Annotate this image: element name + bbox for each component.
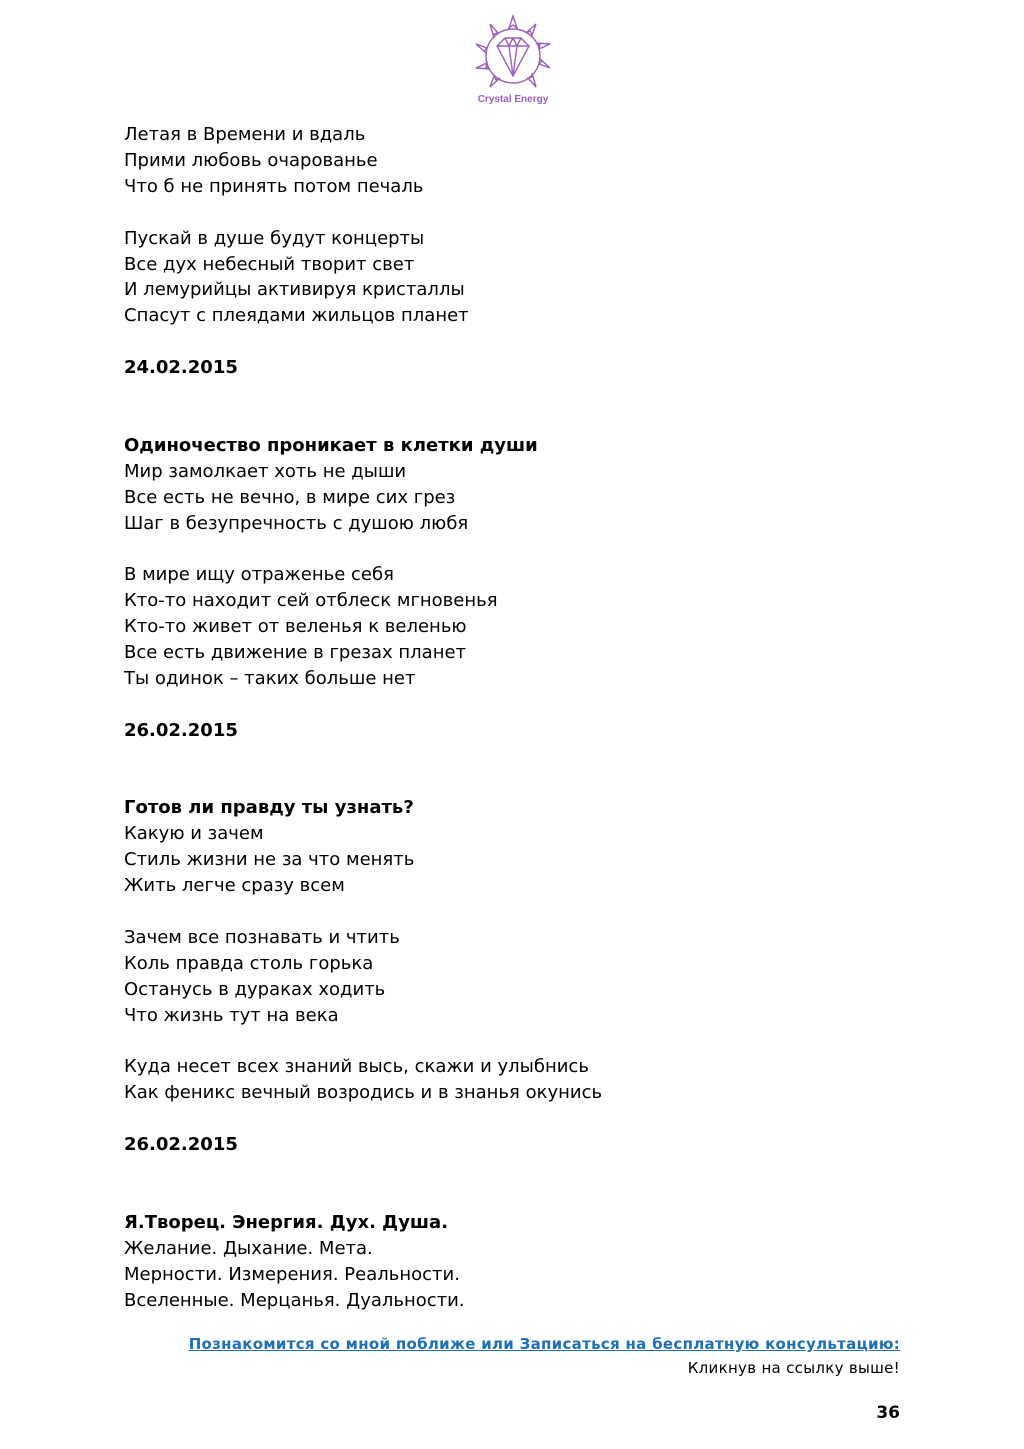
poem-line: Спасут с плеядами жильцов планет [124, 305, 469, 327]
poem-body [124, 122, 904, 1313]
page-number: 36 [876, 1403, 900, 1423]
poem-line: Пускай в душе будут концерты [124, 227, 425, 249]
blank-line [124, 381, 904, 407]
poem-line: В мире ищу отраженье себя [124, 564, 394, 586]
poem-line: Как феникс вечный возродись и в знанья окунись [124, 1082, 603, 1104]
poem-line: Что жизнь тут на века [124, 1004, 339, 1026]
poem-line: Шаг в безупречность с душою любя [124, 512, 469, 534]
blank-line [124, 200, 904, 226]
poem-line: Что б не принять потом печаль [124, 175, 424, 197]
poem-title: Одиночество проникает в клетки души [124, 434, 538, 456]
crystal-energy-logo [470, 14, 556, 110]
blank-line [124, 329, 904, 355]
poem-date: 24.02.2015 [124, 357, 238, 379]
poem-line: Летая в Времени и вдаль [124, 124, 366, 145]
poem-line: Кто-то живет от веленья к веленью [124, 616, 467, 638]
poem-line: Прими любовь очарованье [124, 149, 378, 171]
poem-line: Зачем все познавать и чтить [124, 926, 400, 948]
poem-line: Коль правда столь горька [124, 952, 374, 974]
poem-line: Желание. Дыхание. Мета. [124, 1237, 373, 1259]
blank-line [124, 770, 904, 796]
poem-line: Кто-то находит сей отблеск мгновенья [124, 590, 498, 612]
poem-date: 26.02.2015 [124, 719, 238, 741]
blank-line [124, 692, 904, 718]
poem-line: Мир замолкает хоть не дыши [124, 460, 407, 482]
blank-line [124, 744, 904, 770]
poem-line: Мерности. Измерения. Реальности. [124, 1263, 460, 1285]
blank-line [124, 1184, 904, 1210]
poem-line: Ты одинок – таких больше нет [124, 667, 416, 689]
consultation-link[interactable]: Познакомится со мной поближе или Записаться на бесплатную консультацию: [188, 1335, 900, 1353]
poem-line: Куда несет всех знаний высь, скажи и улыбнись [124, 1056, 589, 1078]
poem-line: Все дух небесный творит свет [124, 253, 415, 275]
poem-line: Стиль жизни не за что менять [124, 849, 415, 871]
blank-line [124, 899, 904, 925]
blank-line [124, 407, 904, 433]
blank-line [124, 536, 904, 562]
blank-line [124, 1158, 904, 1184]
blank-line [124, 1029, 904, 1055]
blank-line [124, 1106, 904, 1132]
poem-title: Готов ли правду ты узнать? [124, 797, 414, 819]
poem-line: Останусь в дураках ходить [124, 978, 386, 1000]
brand-name: Crystal Energy [477, 94, 549, 105]
footer-note: Кликнув на ссылку выше! [687, 1359, 900, 1377]
poem-line: Вселенные. Мерцанья. Дуальности. [124, 1289, 465, 1311]
poem-date: 26.02.2015 [124, 1134, 238, 1156]
poem-line: Все есть не вечно, в мире сих грез [124, 486, 456, 508]
crystal-sun-icon [470, 14, 556, 94]
poem-line: Какую и зачем [124, 823, 264, 845]
poem-title: Я.Творец. Энергия. Дух. Душа. [124, 1211, 449, 1233]
poem-line: И лемурийцы активируя кристаллы [124, 279, 465, 301]
poem-line: Все есть движение в грезах планет [124, 642, 467, 664]
poem-line: Жить легче сразу всем [124, 875, 345, 897]
